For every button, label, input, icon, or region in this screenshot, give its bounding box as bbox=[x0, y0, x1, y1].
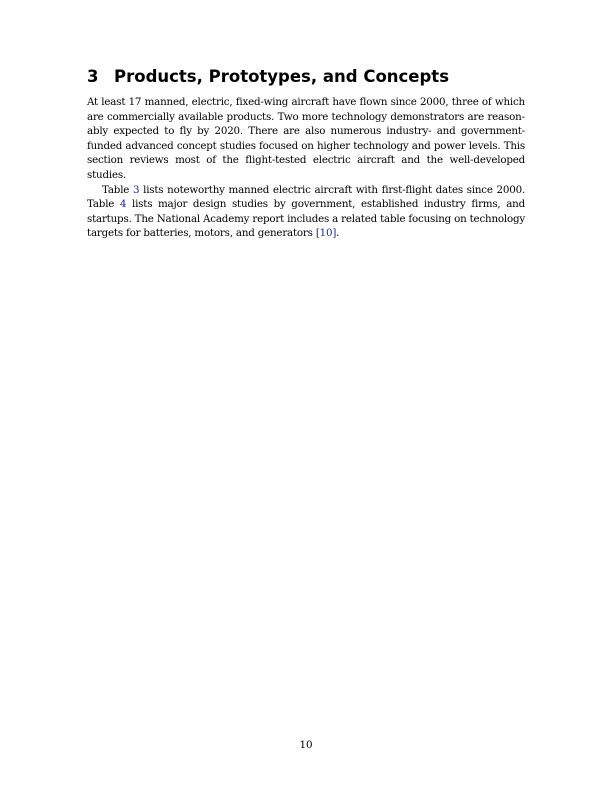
section-body bbox=[87, 95, 525, 241]
table-4-link[interactable]: 4 bbox=[119, 198, 127, 211]
paragraph-2-text-b: lists noteworthy manned electric aircraft with first-flight dates since 2000. Table bbox=[87, 183, 526, 211]
table-3-link[interactable]: 3 bbox=[132, 183, 140, 196]
paragraph-2 bbox=[87, 183, 525, 241]
page-number: 10 bbox=[299, 739, 313, 751]
citation-link[interactable]: [10] bbox=[315, 227, 337, 240]
paragraph-2-text-d: . bbox=[336, 227, 340, 240]
section-number: 3 bbox=[87, 67, 99, 86]
section-heading bbox=[87, 66, 527, 88]
section-title: Products, Prototypes, and Concepts bbox=[114, 67, 450, 86]
paragraph-1: At least 17 manned, electric, fixed-wing aircraft have flown since 2000, three of which are commercially available products. Two more technology demonstrators are reasonably expected to fly by 2020. There are also numerous industry- and government-funded advanced concept studies focused on higher technology and power levels. This section reviews most of the flight-tested electric aircraft and the well-developed studies. bbox=[87, 96, 525, 181]
paragraph-2-text-c: lists major design studies by government, established industry firms, and startups. The National Academy report includes a related table focusing on technology targets for batteries, motors, and generators bbox=[87, 198, 525, 240]
paragraph-2-text-a: Table bbox=[102, 183, 133, 196]
